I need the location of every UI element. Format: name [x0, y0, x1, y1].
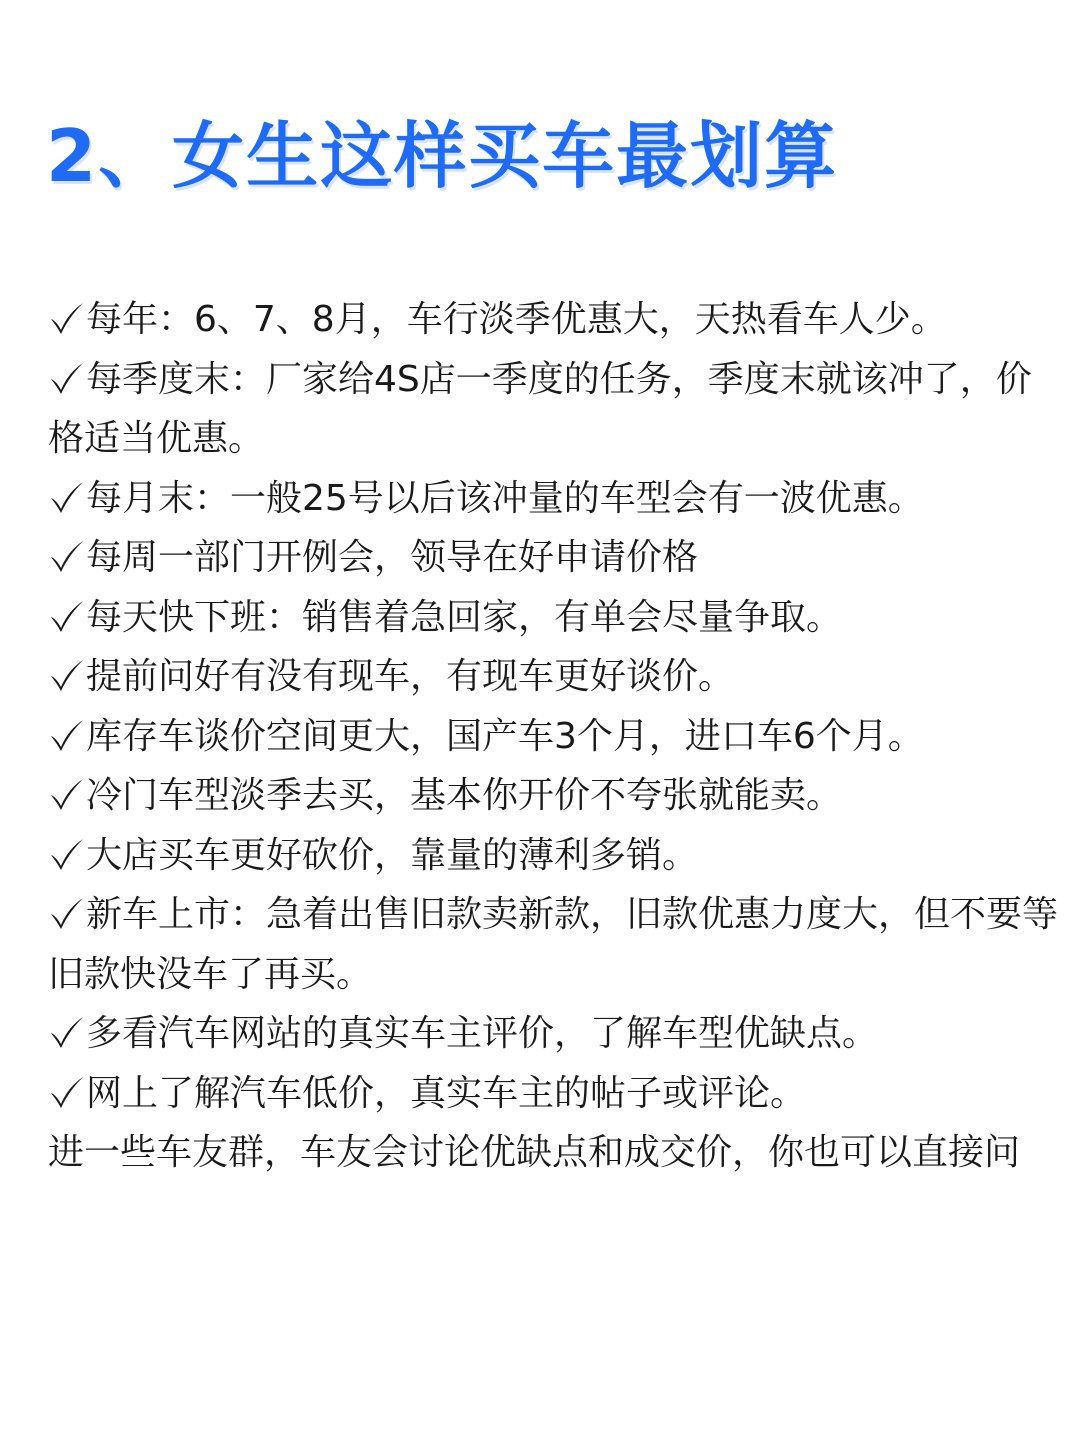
list-item-text: 库存车谈价空间更大，国产车3个月，进口车6个月。 [86, 715, 924, 757]
list-item-text: 多看汽车网站的真实车主评价，了解车型优缺点。 [86, 1013, 879, 1054]
list-item-text: 进一些车友群，车友会讨论优缺点和成交价，你也可以直接问 [48, 1132, 1021, 1173]
list-item-text: 每周一部门开例会，领导在好申请价格 [86, 537, 699, 578]
check-mark-icon [48, 1074, 86, 1110]
check-mark-icon [48, 717, 86, 753]
check-mark-icon [48, 895, 86, 931]
list-item [48, 350, 1060, 469]
list-item [48, 647, 1060, 707]
check-mark-icon [48, 776, 86, 812]
check-mark-icon [48, 300, 86, 336]
list-item [48, 588, 1060, 648]
check-mark-icon [48, 538, 86, 574]
list-item-text: 每年：6、7、8月，车行淡季优惠大，天热看车人少。 [86, 299, 947, 340]
list-item [48, 826, 1060, 886]
list-item [48, 1123, 1060, 1183]
list-item [48, 885, 1060, 1004]
list-item-text: 网上了解汽车低价，真实车主的帖子或评论。 [86, 1072, 807, 1114]
page-title: 2、女生这样买车最划算 [46, 114, 839, 198]
list-item [48, 1064, 1060, 1124]
list-item-text: 每季度末：厂家给4S店一季度的任务，季度末就该冲了，价格适当优惠。 [48, 358, 1032, 459]
list-item [48, 528, 1060, 588]
tips-list [48, 290, 1060, 1183]
check-mark-icon [48, 598, 86, 634]
list-item [48, 290, 1060, 350]
list-item-text: 大店买车更好砍价，靠量的薄利多销。 [86, 834, 699, 876]
list-item-text: 每天快下班：销售着急回家，有单会尽量争取。 [86, 596, 843, 638]
list-item-text: 每月末：一般25号以后该冲量的车型会有一波优惠。 [86, 477, 924, 519]
list-item-text: 提前问好有没有现车，有现车更好谈价。 [86, 656, 735, 697]
list-item [48, 469, 1060, 529]
check-mark-icon [48, 360, 86, 396]
list-item [48, 707, 1060, 767]
check-mark-icon [48, 1014, 86, 1050]
list-item [48, 766, 1060, 826]
list-item-text: 冷门车型淡季去买，基本你开价不夸张就能卖。 [86, 775, 843, 816]
check-mark-icon [48, 479, 86, 515]
list-item [48, 1004, 1060, 1064]
list-item-text: 新车上市：急着出售旧款卖新款，旧款优惠力度大，但不要等旧款快没车了再买。 [48, 894, 1059, 995]
check-mark-icon [48, 836, 86, 872]
check-mark-icon [48, 657, 86, 693]
